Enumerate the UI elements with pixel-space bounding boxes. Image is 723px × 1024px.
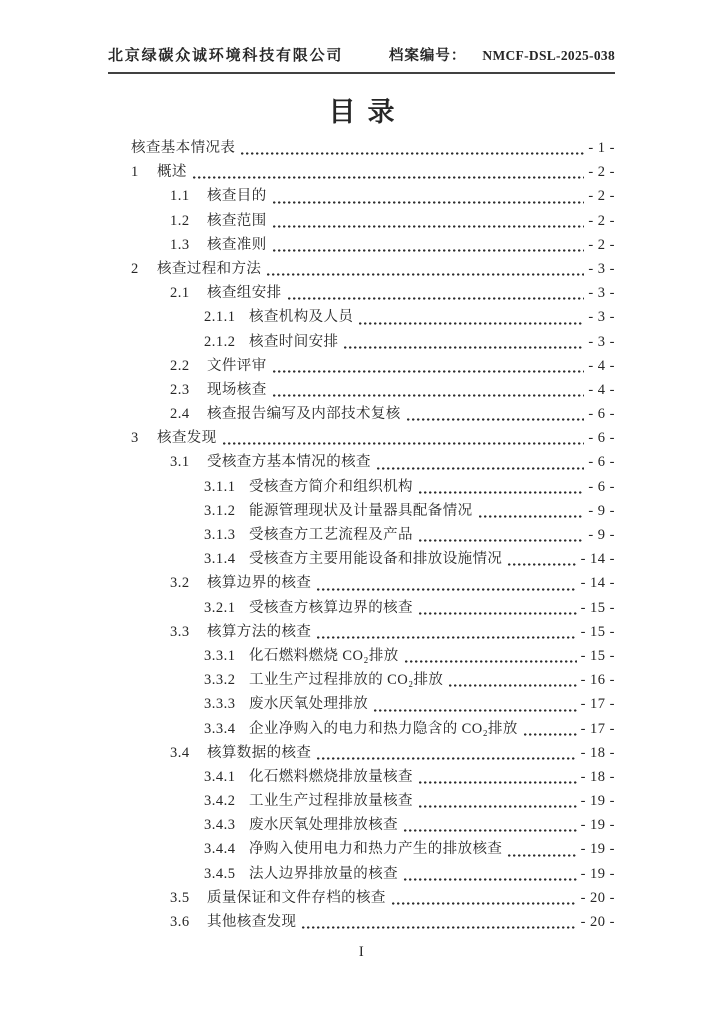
toc-entry-label: 现场核查 xyxy=(207,381,267,398)
archive-info xyxy=(389,44,615,65)
toc-entry xyxy=(131,741,615,765)
toc-entry-label: 核算边界的核查 xyxy=(207,575,312,592)
toc-entry-page: - 3 - xyxy=(588,285,615,302)
dot-leader xyxy=(317,636,576,639)
toc-entry-number: 3.4.5 xyxy=(204,865,236,882)
toc-entry xyxy=(131,136,615,160)
toc-entry-page: - 17 - xyxy=(580,696,615,713)
archive-number: NMCF-DSL-2025-038 xyxy=(482,48,615,63)
toc-entry-label: 法人边界排放量的核查 xyxy=(249,865,398,882)
toc-entry-page: - 20 - xyxy=(580,889,615,906)
toc-entry xyxy=(131,378,615,402)
toc-entry xyxy=(131,668,615,692)
toc-entry-page: - 9 - xyxy=(588,527,615,543)
dot-leader xyxy=(449,684,576,687)
toc-list xyxy=(131,136,615,934)
dot-leader xyxy=(374,709,576,712)
toc-entry-number: 1.3 xyxy=(170,236,190,253)
toc-title: 目录 xyxy=(328,97,407,127)
toc-entry xyxy=(131,765,615,789)
toc-entry-number: 3.4.4 xyxy=(204,841,236,858)
toc-entry-label: 核查发现 xyxy=(157,430,217,447)
dot-leader xyxy=(273,201,585,204)
toc-entry xyxy=(131,837,615,861)
dot-leader xyxy=(223,442,585,445)
toc-entry-page: - 15 - xyxy=(580,599,615,616)
toc-entry-page: - 19 - xyxy=(580,793,615,810)
dot-leader xyxy=(508,854,576,857)
toc-entry xyxy=(131,571,615,595)
toc-entry-number: 3.6 xyxy=(170,914,190,930)
toc-entry-label: 核查目的 xyxy=(207,188,267,205)
toc-entry xyxy=(131,160,615,184)
toc-entry xyxy=(131,499,615,523)
toc-entry-page: - 6 - xyxy=(588,430,615,447)
toc-entry-label: 核查报告编写及内部技术复核 xyxy=(207,406,401,423)
dot-leader xyxy=(317,588,576,591)
toc-entry xyxy=(131,523,615,547)
toc-entry-label: 受核查方主要用能设备和排放设施情况 xyxy=(249,551,503,568)
toc-entry-page: - 14 - xyxy=(580,551,615,568)
toc-entry-label: 企业净购入的电力和热力隐含的 CO₂排放 xyxy=(249,720,518,737)
toc-entry xyxy=(131,450,615,474)
dot-leader xyxy=(508,563,576,566)
dot-leader xyxy=(392,902,577,905)
toc-entry-label: 质量保证和文件存档的核查 xyxy=(207,889,386,906)
toc-entry-page: - 19 - xyxy=(580,841,615,858)
dot-leader xyxy=(479,515,585,518)
toc-entry-page: - 4 - xyxy=(588,381,615,398)
toc-entry xyxy=(131,184,615,208)
dot-leader xyxy=(273,394,585,397)
toc-entry-label: 能源管理现状及计量器具配备情况 xyxy=(249,502,473,519)
toc-entry-page: - 6 - xyxy=(588,478,615,495)
dot-leader xyxy=(193,176,585,179)
toc-entry-number: 3.2 xyxy=(170,575,190,592)
toc-entry-number: 3.4.2 xyxy=(204,793,236,810)
toc-entry-label: 净购入使用电力和热力产生的排放核查 xyxy=(249,841,503,858)
toc-entry-page: - 2 - xyxy=(588,212,615,229)
toc-entry-label: 其他核查发现 xyxy=(207,914,297,930)
toc-entry-number: 3.1.2 xyxy=(204,502,236,519)
dot-leader xyxy=(524,733,577,736)
toc-entry xyxy=(131,644,615,668)
toc-entry-label: 工业生产过程排放的 CO₂排放 xyxy=(249,672,444,689)
dot-leader xyxy=(404,829,577,832)
dot-leader xyxy=(407,418,585,421)
toc-entry xyxy=(131,402,615,426)
toc-entry-page: - 18 - xyxy=(580,744,615,761)
toc-entry-label: 核算方法的核查 xyxy=(207,623,312,640)
toc-entry-number: 3 xyxy=(131,430,139,447)
toc-entry-page: - 3 - xyxy=(588,260,615,277)
dot-leader xyxy=(419,539,584,542)
toc-entry-number: 1.2 xyxy=(170,212,190,229)
toc-entry xyxy=(131,886,615,910)
toc-entry-number: 2.1 xyxy=(170,285,190,302)
toc-entry-label: 受核查方工艺流程及产品 xyxy=(249,527,413,543)
archive-label: 档案编号： xyxy=(388,48,467,64)
toc-entry-page: - 16 - xyxy=(580,672,615,689)
dot-leader xyxy=(344,346,584,349)
toc-entry-label: 核算数据的核查 xyxy=(207,744,312,761)
toc-entry-number: 3.3.3 xyxy=(204,696,236,713)
toc-entry xyxy=(131,475,615,499)
toc-entry-number: 3.1.1 xyxy=(204,478,236,495)
dot-leader xyxy=(317,757,576,760)
dot-leader xyxy=(273,370,585,373)
toc-entry-label: 废水厌氧处理排放核查 xyxy=(249,817,398,834)
toc-entry-number: 3.1.4 xyxy=(204,551,236,568)
toc-entry-number: 1 xyxy=(131,164,139,181)
toc-entry-number: 3.4.3 xyxy=(204,817,236,834)
toc-entry-page: - 15 - xyxy=(580,647,615,664)
toc-entry-label: 概述 xyxy=(157,164,187,181)
page-number-footer: I xyxy=(358,944,365,960)
toc-entry-label: 废水厌氧处理排放 xyxy=(249,696,369,713)
dot-leader xyxy=(273,249,585,252)
toc-entry xyxy=(131,692,615,716)
toc-entry-number: 2 xyxy=(131,260,139,277)
toc-entry-page: - 2 - xyxy=(588,236,615,253)
toc-entry-number: 1.1 xyxy=(170,188,190,205)
toc-entry-number: 2.1.2 xyxy=(204,333,236,350)
toc-entry xyxy=(131,813,615,837)
toc-entry-label: 受核查方基本情况的核查 xyxy=(207,454,371,471)
toc-entry xyxy=(131,862,615,886)
dot-leader xyxy=(419,805,577,808)
toc-entry-label: 化石燃料燃烧排放量核查 xyxy=(249,768,413,785)
toc-entry-label: 文件评审 xyxy=(207,357,267,374)
toc-entry xyxy=(131,330,615,354)
dot-leader xyxy=(359,322,584,325)
toc-entry xyxy=(131,305,615,329)
toc-entry-page: - 20 - xyxy=(580,914,615,930)
dot-leader xyxy=(267,273,584,276)
toc-entry xyxy=(131,426,615,450)
toc-entry xyxy=(131,233,615,257)
toc-entry-page: - 17 - xyxy=(580,720,615,737)
dot-leader xyxy=(377,467,584,470)
toc-entry xyxy=(131,717,615,741)
toc-entry-number: 2.2 xyxy=(170,357,190,374)
dot-leader xyxy=(419,612,577,615)
toc-entry-number: 3.1.3 xyxy=(204,527,236,543)
dot-leader xyxy=(273,225,585,228)
toc-entry-number: 3.4.1 xyxy=(204,768,236,785)
toc-entry-number: 2.1.1 xyxy=(204,309,236,326)
toc-entry xyxy=(131,354,615,378)
toc-entry xyxy=(131,789,615,813)
toc-entry xyxy=(131,596,615,620)
toc-entry-number: 3.3 xyxy=(170,623,190,640)
toc-entry-label: 受核查方简介和组织机构 xyxy=(249,478,413,495)
toc-entry-label: 核查基本情况表 xyxy=(131,140,236,156)
toc-entry-label: 受核查方核算边界的核查 xyxy=(249,599,413,616)
toc-entry-page: - 6 - xyxy=(588,406,615,423)
dot-leader xyxy=(419,781,577,784)
toc-entry-number: 3.3.1 xyxy=(204,647,236,664)
dot-leader xyxy=(288,297,585,300)
toc-entry-number: 2.3 xyxy=(170,381,190,398)
toc-entry-label: 工业生产过程排放量核查 xyxy=(249,793,413,810)
toc-entry-page: - 3 - xyxy=(588,333,615,350)
toc-entry-page: - 4 - xyxy=(588,357,615,374)
dot-leader xyxy=(419,491,584,494)
toc-entry-label: 化石燃料燃烧 CO₂排放 xyxy=(249,647,399,664)
toc-entry-page: - 2 - xyxy=(588,164,615,181)
toc-entry-number: 3.3.2 xyxy=(204,672,236,689)
toc-entry-page: - 19 - xyxy=(580,865,615,882)
toc-entry-label: 核查机构及人员 xyxy=(249,309,354,326)
toc-entry xyxy=(131,547,615,571)
toc-entry-label: 核查范围 xyxy=(207,212,267,229)
toc-entry xyxy=(131,281,615,305)
toc-entry-number: 3.5 xyxy=(170,889,190,906)
toc-entry-page: - 15 - xyxy=(580,623,615,640)
toc-entry-page: - 19 - xyxy=(580,817,615,834)
toc-entry-page: - 9 - xyxy=(588,502,615,519)
toc-entry-number: 3.4 xyxy=(170,744,190,761)
toc-entry xyxy=(131,209,615,233)
dot-leader xyxy=(404,878,577,881)
toc-entry-label: 核查时间安排 xyxy=(249,333,339,350)
page-header xyxy=(108,44,615,74)
toc-entry-number: 3.1 xyxy=(170,454,190,471)
dot-leader xyxy=(241,152,584,155)
toc-entry-page: - 3 - xyxy=(588,309,615,326)
toc-entry-number: 3.2.1 xyxy=(204,599,236,616)
toc-entry-label: 核查准则 xyxy=(207,236,267,253)
toc-entry-label: 核查组安排 xyxy=(207,285,282,302)
toc-entry-page: - 6 - xyxy=(588,454,615,471)
dot-leader xyxy=(405,660,577,663)
toc-entry xyxy=(131,910,615,934)
toc-entry xyxy=(131,257,615,281)
toc-entry-page: - 14 - xyxy=(580,575,615,592)
toc-entry-page: - 2 - xyxy=(588,188,615,205)
dot-leader xyxy=(302,926,576,929)
toc-entry-label: 核查过程和方法 xyxy=(157,260,262,277)
toc-entry-page: - 1 - xyxy=(588,140,615,156)
toc-entry-number: 2.4 xyxy=(170,406,190,423)
toc-entry xyxy=(131,620,615,644)
toc-entry-number: 3.3.4 xyxy=(204,720,236,737)
company-name: 北京绿碳众诚环境科技有限公司 xyxy=(108,48,344,64)
toc-entry-page: - 18 - xyxy=(580,768,615,785)
